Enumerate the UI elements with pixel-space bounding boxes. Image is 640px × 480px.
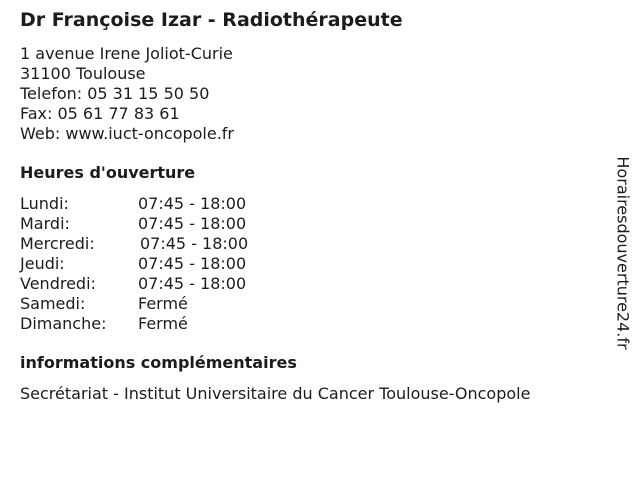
- hours-row-sunday: [20, 314, 320, 334]
- day-label: Jeudi:: [20, 254, 65, 273]
- phone-number: Telefon: 05 31 15 50 50: [20, 84, 210, 103]
- info-heading: informations complémentaires: [20, 353, 297, 372]
- time-value: 07:45 - 18:00: [138, 274, 247, 293]
- hours-row-monday: [20, 194, 320, 214]
- hours-row-wednesday: [20, 234, 320, 254]
- time-value: 07:45 - 18:00: [138, 214, 247, 233]
- info-text: Secrétariat - Institut Universitaire du Cancer Toulouse-Oncopole: [20, 384, 531, 403]
- contact-block: [20, 44, 234, 144]
- day-label: Mardi:: [20, 214, 70, 233]
- hours-row-friday: [20, 274, 320, 294]
- site-watermark: Horairesdouverture24.fr: [613, 156, 633, 350]
- time-value: Fermé: [138, 314, 188, 333]
- time-value: Fermé: [138, 294, 188, 313]
- day-label: Vendredi:: [20, 274, 96, 293]
- day-label: Mercredi:: [20, 234, 95, 253]
- page-title: Dr Françoise Izar - Radiothérapeute: [20, 9, 403, 31]
- hours-row-saturday: [20, 294, 320, 314]
- time-value: 07:45 - 18:00: [138, 254, 247, 273]
- website: Web: www.iuct-oncopole.fr: [20, 124, 235, 143]
- hours-row-thursday: [20, 254, 320, 274]
- fax-number: Fax: 05 61 77 83 61: [20, 104, 180, 123]
- address-city: 31100 Toulouse: [20, 64, 146, 83]
- hours-heading: Heures d'ouverture: [20, 163, 196, 182]
- day-label: Dimanche:: [20, 314, 107, 333]
- address-street: 1 avenue Irene Joliot-Curie: [20, 44, 233, 63]
- hours-row-tuesday: [20, 214, 320, 234]
- day-label: Samedi:: [20, 294, 86, 313]
- day-label: Lundi:: [20, 194, 69, 213]
- time-value: 07:45 - 18:00: [140, 234, 249, 253]
- opening-hours-table: [20, 194, 320, 334]
- time-value: 07:45 - 18:00: [138, 194, 247, 213]
